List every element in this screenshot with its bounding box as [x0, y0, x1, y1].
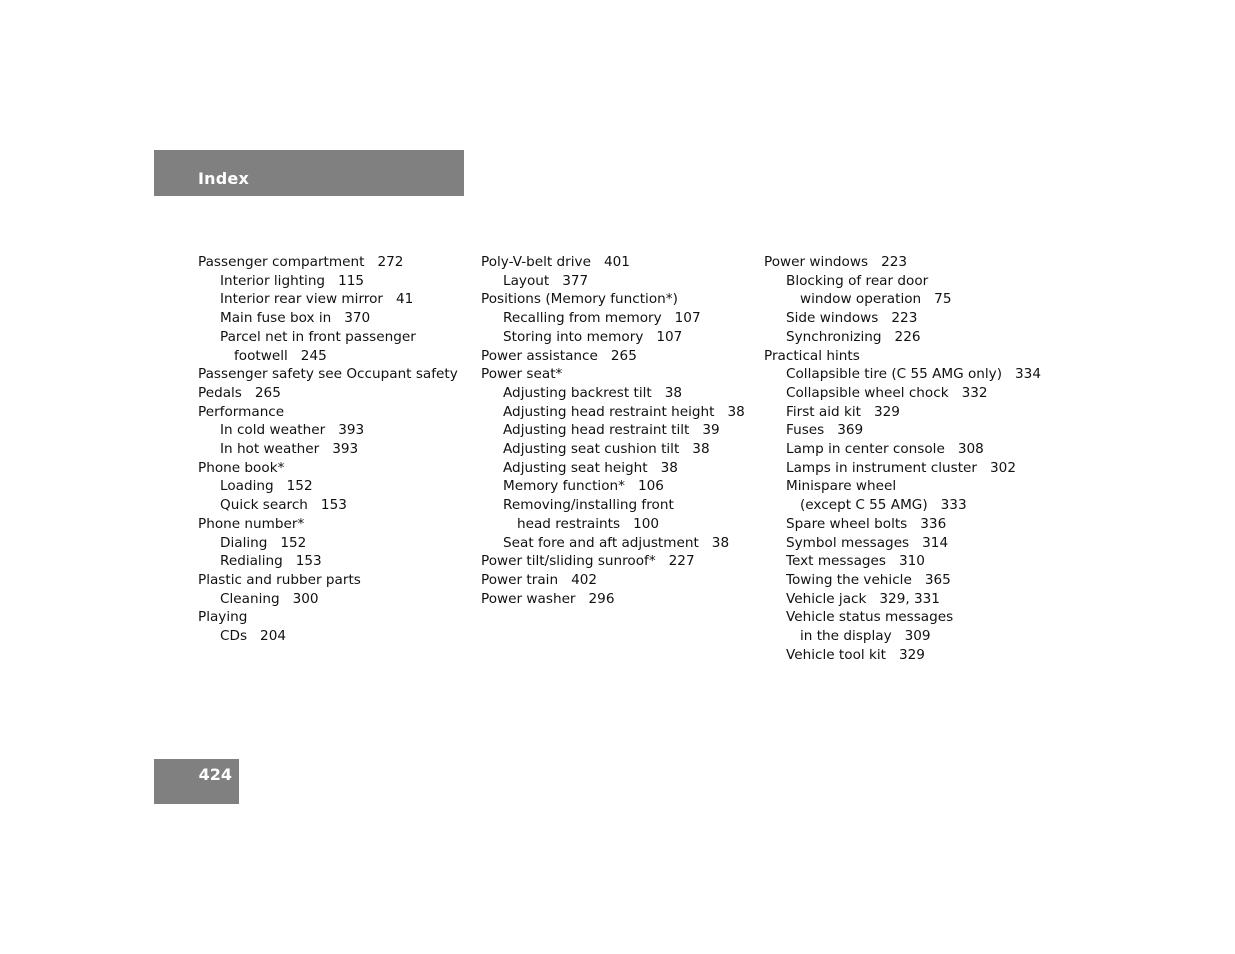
index-entry	[764, 534, 1041, 553]
index-term: Blocking of rear door	[786, 272, 929, 289]
index-header-bar	[154, 150, 464, 196]
index-entry	[198, 253, 458, 272]
index-page-ref[interactable]: 377	[562, 272, 589, 289]
index-page-ref[interactable]: 329	[873, 403, 900, 420]
index-entry	[764, 571, 1041, 590]
index-entry	[481, 384, 745, 403]
index-entry	[198, 365, 458, 384]
index-page-ref[interactable]: 370	[344, 310, 371, 327]
index-entry	[764, 477, 1041, 496]
index-entry	[198, 421, 458, 440]
index-term: Seat fore and aft adjustment	[503, 534, 699, 551]
index-page-ref[interactable]: 152	[280, 534, 307, 551]
index-entry	[764, 253, 1041, 272]
index-entry	[481, 253, 745, 272]
index-term: Towing the vehicle	[786, 571, 912, 588]
index-page-ref[interactable]: 365	[924, 571, 951, 588]
index-page-ref[interactable]: 38	[692, 441, 710, 458]
index-term: Quick search	[220, 497, 308, 514]
index-term: Passenger compartment	[198, 254, 365, 270]
index-term: Recalling from memory	[503, 310, 662, 327]
index-page-ref[interactable]: 223	[891, 310, 918, 327]
index-term: Power train	[481, 571, 559, 588]
index-page-ref[interactable]: 107	[674, 310, 701, 327]
index-page-ref[interactable]: 153	[295, 553, 322, 570]
index-term: Lamps in instrument cluster	[786, 459, 978, 476]
index-page-ref[interactable]: 272	[377, 254, 404, 270]
index-page-ref[interactable]: 314	[922, 534, 949, 551]
index-term: Dialing	[220, 534, 268, 551]
index-term: window operation	[800, 291, 922, 308]
index-page-ref[interactable]: 39	[702, 422, 720, 439]
index-page-ref[interactable]: 75	[934, 291, 952, 308]
index-entry	[481, 272, 745, 291]
index-entry	[481, 290, 745, 309]
index-term: Side windows	[786, 310, 879, 327]
index-term: In cold weather	[220, 422, 326, 439]
index-term: Adjusting seat cushion tilt	[503, 441, 680, 458]
index-entry	[198, 290, 458, 309]
index-term: Poly-V-belt drive	[481, 254, 591, 270]
index-term: Adjusting head restraint height	[503, 403, 715, 420]
page-number-box	[154, 759, 239, 804]
index-term: Adjusting head restraint tilt	[503, 422, 690, 439]
index-term: Layout	[503, 272, 550, 289]
index-entry	[481, 328, 745, 347]
index-page-ref[interactable]: 393	[332, 441, 359, 458]
index-entry	[198, 552, 458, 571]
index-page-ref[interactable]: 152	[286, 478, 313, 495]
index-entry	[481, 496, 745, 515]
index-page-ref[interactable]: 329	[898, 646, 925, 663]
index-entry	[764, 272, 1041, 291]
index-column-2	[481, 253, 745, 608]
index-entry	[481, 309, 745, 328]
index-term: Power washer	[481, 590, 576, 607]
index-page-ref[interactable]: 336	[920, 515, 947, 532]
index-entry	[481, 571, 745, 590]
index-entry	[764, 309, 1041, 328]
index-term: Pedals	[198, 384, 242, 401]
index-entry	[764, 421, 1041, 440]
index-entry	[481, 477, 745, 496]
index-entry	[198, 384, 458, 403]
index-term: Parcel net in front passenger	[220, 328, 416, 345]
index-entry	[198, 403, 458, 422]
index-entry	[198, 272, 458, 291]
index-page-ref[interactable]: 227	[668, 553, 695, 570]
index-page-ref[interactable]: 100	[633, 515, 660, 532]
index-page-ref[interactable]: 41	[396, 291, 414, 308]
index-entry	[764, 384, 1041, 403]
index-entry	[198, 328, 458, 347]
index-page-ref[interactable]: 38	[660, 459, 678, 476]
index-page-ref[interactable]: 334	[1015, 366, 1041, 383]
index-page-ref[interactable]: 38	[664, 384, 683, 401]
index-term: head restraints	[517, 515, 621, 532]
index-entry	[481, 365, 745, 384]
index-term: Synchronizing	[786, 328, 882, 345]
index-page-ref[interactable]: 310	[899, 553, 925, 570]
index-entry	[198, 534, 458, 553]
index-term: Power tilt/sliding sunroof*	[481, 553, 656, 570]
index-term: Plastic and rubber parts	[198, 571, 361, 588]
index-entry	[481, 440, 745, 459]
index-page-ref[interactable]: 308	[957, 441, 984, 458]
index-term: Vehicle status messages	[786, 609, 954, 626]
index-term: Power seat*	[481, 366, 563, 383]
index-term: Main fuse box in	[220, 310, 332, 327]
index-entry	[481, 515, 745, 534]
index-entry	[764, 608, 1041, 627]
index-term: Collapsible tire (C 55 AMG only)	[786, 366, 1003, 383]
index-term: Memory function*	[503, 478, 625, 495]
index-page-ref[interactable]: 333	[940, 497, 967, 514]
index-page-ref[interactable]: 401	[603, 254, 630, 270]
index-page-ref[interactable]: 332	[961, 384, 988, 401]
index-entry	[481, 421, 745, 440]
index-term: Playing	[198, 609, 248, 626]
index-term: Storing into memory	[503, 328, 644, 345]
index-page-ref[interactable]: 223	[881, 254, 908, 270]
index-term: Spare wheel bolts	[786, 515, 908, 532]
index-page-ref[interactable]: 265	[610, 347, 637, 364]
index-entry	[481, 552, 745, 571]
index-term: Power windows	[764, 254, 869, 270]
page-number: 424	[198, 765, 232, 784]
index-page-ref[interactable]: 369	[837, 422, 864, 439]
index-page-ref[interactable]: 226	[894, 328, 921, 345]
index-page-ref[interactable]: 265	[254, 384, 281, 401]
index-term: Phone number*	[198, 515, 305, 532]
index-term: Removing/installing front	[503, 497, 674, 514]
index-page-ref[interactable]: 402	[571, 571, 598, 588]
index-entry	[764, 515, 1041, 534]
index-term: Performance	[198, 403, 285, 420]
index-entry	[481, 347, 745, 366]
index-page-ref[interactable]: 107	[656, 328, 683, 345]
index-entry	[764, 496, 1041, 515]
index-entry	[764, 590, 1041, 609]
index-entry	[764, 365, 1041, 384]
index-page-ref[interactable]: 204	[260, 628, 286, 645]
index-term: Passenger safety see Occupant safety	[198, 366, 458, 383]
index-term: Loading	[220, 478, 274, 495]
index-page-ref[interactable]: 153	[320, 497, 347, 514]
index-term: Vehicle jack	[786, 590, 867, 607]
index-entry	[198, 627, 458, 646]
index-entry	[198, 608, 458, 627]
index-entry	[481, 590, 745, 609]
index-term: Lamp in center console	[786, 441, 945, 458]
index-term: Practical hints	[764, 347, 860, 364]
index-term: Interior rear view mirror	[220, 291, 383, 308]
index-page-ref[interactable]: 329, 331	[879, 590, 940, 607]
index-entry	[764, 440, 1041, 459]
index-page-ref[interactable]: 309	[904, 628, 931, 645]
index-entry	[764, 459, 1041, 478]
index-entry	[764, 552, 1041, 571]
index-term: Fuses	[786, 422, 825, 439]
index-column-3	[764, 253, 1041, 664]
index-term: Cleaning	[220, 590, 280, 607]
index-entry	[764, 347, 1041, 366]
index-entry	[764, 403, 1041, 422]
index-term: CDs	[220, 628, 248, 645]
index-entry	[198, 309, 458, 328]
index-page-ref[interactable]: 38	[727, 403, 745, 420]
index-term: In hot weather	[220, 441, 320, 458]
index-term: Minispare wheel	[786, 478, 897, 495]
index-term: Symbol messages	[786, 534, 910, 551]
index-page-ref[interactable]: 38	[711, 534, 730, 551]
index-entry	[764, 290, 1041, 309]
index-term: (except C 55 AMG)	[800, 497, 928, 514]
index-entry	[481, 403, 745, 422]
index-entry	[198, 515, 458, 534]
index-term: Power assistance	[481, 347, 598, 364]
index-entry	[764, 627, 1041, 646]
index-entry	[198, 590, 458, 609]
index-term: in the display	[800, 628, 892, 645]
index-page-ref[interactable]: 302	[990, 459, 1016, 476]
index-term: Adjusting seat height	[503, 459, 648, 476]
index-page-ref[interactable]: 115	[338, 272, 365, 289]
index-page-ref[interactable]: 106	[637, 478, 664, 495]
index-entry	[198, 496, 458, 515]
index-page-ref[interactable]: 300	[292, 590, 319, 607]
index-term: First aid kit	[786, 403, 861, 420]
index-entry	[481, 459, 745, 478]
index-term: Vehicle tool kit	[786, 646, 886, 663]
index-entry	[764, 646, 1041, 665]
index-term: Adjusting backrest tilt	[503, 384, 652, 401]
index-term: Positions (Memory function*)	[481, 291, 678, 308]
index-entry	[198, 459, 458, 478]
index-term: Collapsible wheel chock	[786, 384, 949, 401]
index-entry	[481, 534, 745, 553]
index-term: footwell	[234, 347, 288, 364]
index-page-ref[interactable]: 296	[588, 590, 615, 607]
index-entry	[198, 440, 458, 459]
index-page-ref[interactable]: 393	[338, 422, 365, 439]
index-term: Phone book*	[198, 459, 285, 476]
index-title: Index	[198, 169, 249, 188]
index-term: Redialing	[220, 553, 283, 570]
index-entry	[764, 328, 1041, 347]
index-column-1	[198, 253, 458, 646]
index-term: Text messages	[786, 553, 886, 570]
index-entry	[198, 347, 458, 366]
index-entry	[198, 571, 458, 590]
index-term: Interior lighting	[220, 272, 326, 289]
index-entry	[198, 477, 458, 496]
index-page-ref[interactable]: 245	[300, 347, 327, 364]
